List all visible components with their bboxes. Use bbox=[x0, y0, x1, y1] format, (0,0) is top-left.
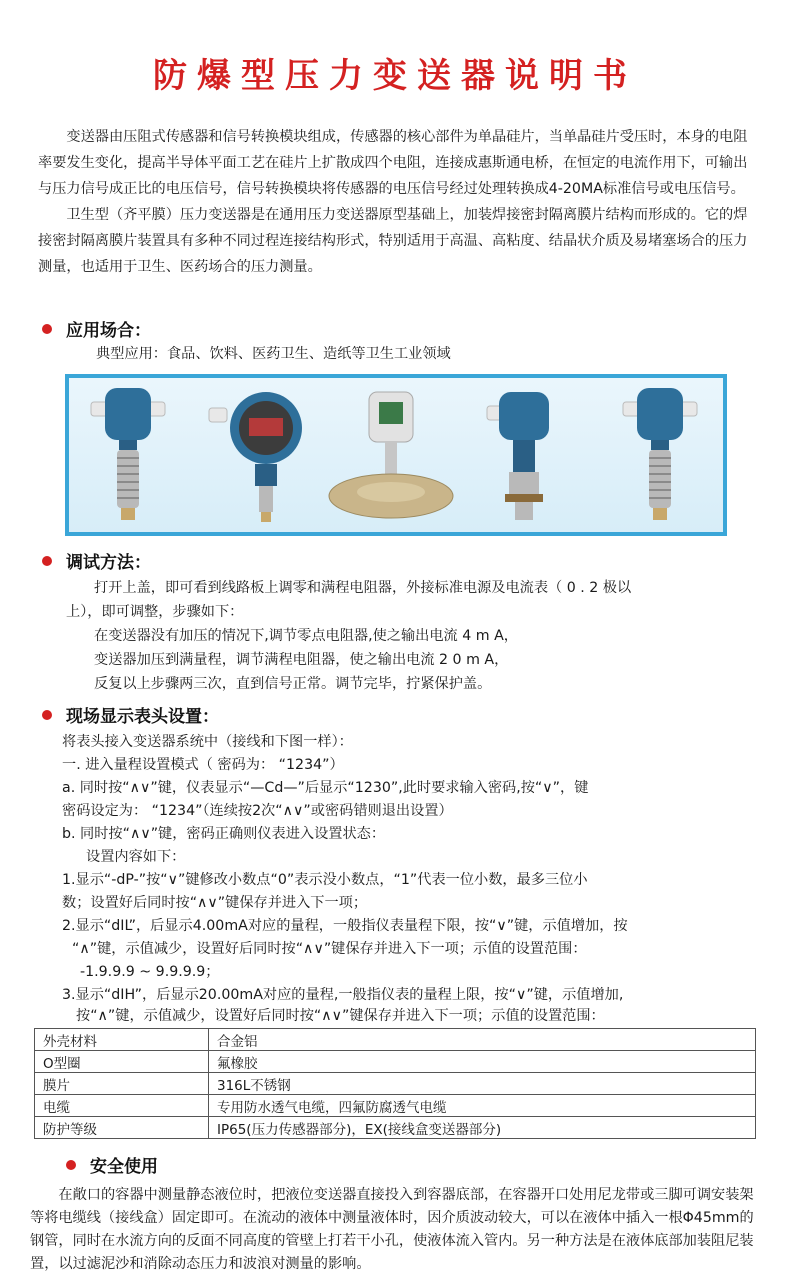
display-line-3: a. 同时按“∧∨”键，仪表显示“—Cd—”后显示“1230”,此时要求输入密码,按“∨”，键 bbox=[62, 780, 589, 796]
display-line-10: “∧”键，示值减少，设置好后同时按“∧∨”键保存并进入下一项；示值的设置范围： bbox=[72, 941, 587, 957]
table-row bbox=[35, 1073, 756, 1095]
transmitter-device-5 bbox=[623, 388, 697, 520]
table-row bbox=[35, 1029, 756, 1051]
display-line-7: 1.显示“-dP-”按“∨”键修改小数点“0”表示没小数点，“1”代表一位小数，最多三位小 bbox=[62, 872, 588, 888]
display-line-13: 按“∧”键，示值减少，设置好后同时按“∧∨”键保存并进入下一项；示值的设置范围： bbox=[76, 1008, 605, 1024]
debug-line-2: 上），即可调整，步骤如下： bbox=[66, 604, 244, 620]
spec-value: 专用防水透气电缆，四氟防腐透气电缆 bbox=[209, 1095, 756, 1117]
debug-line-1: 打开上盖，即可看到线路板上调零和满程电阻器，外接标准电源及电流表（ 0 . 2 极以 bbox=[94, 580, 632, 596]
debug-heading-text: 调试方法： bbox=[66, 553, 151, 573]
display-line-11: -1.9.9.9 ~ 9.9.9.9； bbox=[80, 964, 220, 980]
safety-section bbox=[30, 1184, 758, 1276]
display-line-5: b. 同时按“∧∨”键，密码正确则仪表进入设置状态： bbox=[62, 826, 386, 842]
display-line-8: 数；设置好后同时按“∧∨”键保存并进入下一项； bbox=[62, 895, 368, 911]
spec-value: 316L不锈钢 bbox=[209, 1073, 756, 1095]
intro-section bbox=[38, 124, 756, 280]
page-title: 防爆型压力变送器说明书 bbox=[153, 56, 637, 96]
spec-key: 防护等级 bbox=[35, 1117, 209, 1139]
application-text: 典型应用：食品、饮料、医药卫生、造纸等卫生工业领域 bbox=[96, 346, 451, 362]
safety-paragraph: 在敞口的容器中测量静态液位时，把液位变送器直接投入到容器底部，在容器开口处用尼龙带或三脚可调安装架等将电缆线（接线盒）固定即可。在流动的液体中测量液体时，因介质波动较大，可以在液体中插入一根Φ45mm的钢管，同时在水流方向的反面不同高度的管壁上打若干小孔，使液体流入管内。另一种方法是在液体底部加装阻尼装置，以过滤泥沙和消除动态压力和波浪对测量的影响。 bbox=[30, 1187, 754, 1272]
safety-heading-text: 安全使用 bbox=[90, 1157, 158, 1177]
debug-line-5: 反复以上步骤两三次，直到信号正常。调节完毕，拧紧保护盖。 bbox=[94, 676, 492, 692]
spec-key: 外壳材料 bbox=[35, 1029, 209, 1051]
application-heading-text: 应用场合： bbox=[66, 321, 151, 341]
spec-key: 膜片 bbox=[35, 1073, 209, 1095]
product-photo-strip bbox=[65, 374, 727, 536]
safety-heading bbox=[66, 1152, 158, 1177]
display-line-12: 3.显示“dIH”，后显示20.00mA对应的量程,一般指仪表的量程上限，按“∨”键，示值增加, bbox=[62, 987, 624, 1003]
application-heading bbox=[42, 316, 151, 341]
display-line-6: 设置内容如下： bbox=[86, 849, 186, 865]
bullet-icon bbox=[42, 324, 52, 334]
spec-table bbox=[34, 1028, 756, 1139]
bullet-icon bbox=[42, 710, 52, 720]
transmitter-device-2 bbox=[209, 392, 302, 522]
product-devices-image bbox=[69, 378, 723, 532]
flange-transmitter-device bbox=[329, 392, 453, 518]
spec-key: 电缆 bbox=[35, 1095, 209, 1117]
spec-value: IP65(压力传感器部分)，EX(接线盒变送器部分) bbox=[209, 1117, 756, 1139]
debug-line-4: 变送器加压到满量程，调节满程电阻器，使之输出电流 2 0 m A， bbox=[94, 652, 509, 668]
intro-paragraph-1: 变送器由压阻式传感器和信号转换模块组成，传感器的核心部件为单晶硅片，当单晶硅片受压时，本身的电阻率要发生变化，提高半导体平面工艺在硅片上扩散成四个电阻，连接成惠斯通电桥，在恒定的电流作用下，可输出与压力信号成正比的电压信号，信号转换模块将传感器的电压信号经过处理转换成4-20MA标准信号或电压信号。 bbox=[38, 129, 748, 197]
display-heading-text: 现场显示表头设置： bbox=[66, 707, 219, 727]
display-line-9: 2.显示“dIL”，后显示4.00mA对应的量程，一般指仪表量程下限，按“∨”键，示值增加，按 bbox=[62, 918, 628, 934]
transmitter-device-4 bbox=[487, 392, 549, 520]
bullet-icon bbox=[42, 556, 52, 566]
spec-value: 氟橡胶 bbox=[209, 1051, 756, 1073]
bullet-icon bbox=[66, 1160, 76, 1170]
table-row bbox=[35, 1095, 756, 1117]
table-row bbox=[35, 1117, 756, 1139]
display-heading bbox=[42, 702, 219, 727]
intro-paragraph-2: 卫生型（齐平膜）压力变送器是在通用压力变送器原型基础上，加装焊接密封隔离膜片结构而形成的。它的焊接密封隔离膜片装置具有多种不同过程连接结构形式，特别适用于高温、高粘度、结晶状介质及易堵塞场合的压力测量，也适用于卫生、医药场合的压力测量。 bbox=[38, 207, 748, 275]
spec-value: 合金铝 bbox=[209, 1029, 756, 1051]
spec-key: O型圈 bbox=[35, 1051, 209, 1073]
debug-line-3: 在变送器没有加压的情况下,调节零点电阻器,使之输出电流 4 m A， bbox=[94, 628, 518, 644]
display-line-4: 密码设定为： “1234”（连续按2次“∧∨”或密码错则退出设置） bbox=[62, 803, 453, 819]
display-line-1: 将表头接入变送器系统中（接线和下图一样）： bbox=[62, 734, 353, 750]
display-line-2: 一. 进入量程设置模式（ 密码为： “1234”） bbox=[62, 757, 344, 773]
debug-heading bbox=[42, 548, 151, 573]
table-row bbox=[35, 1051, 756, 1073]
transmitter-device-1 bbox=[91, 388, 165, 520]
